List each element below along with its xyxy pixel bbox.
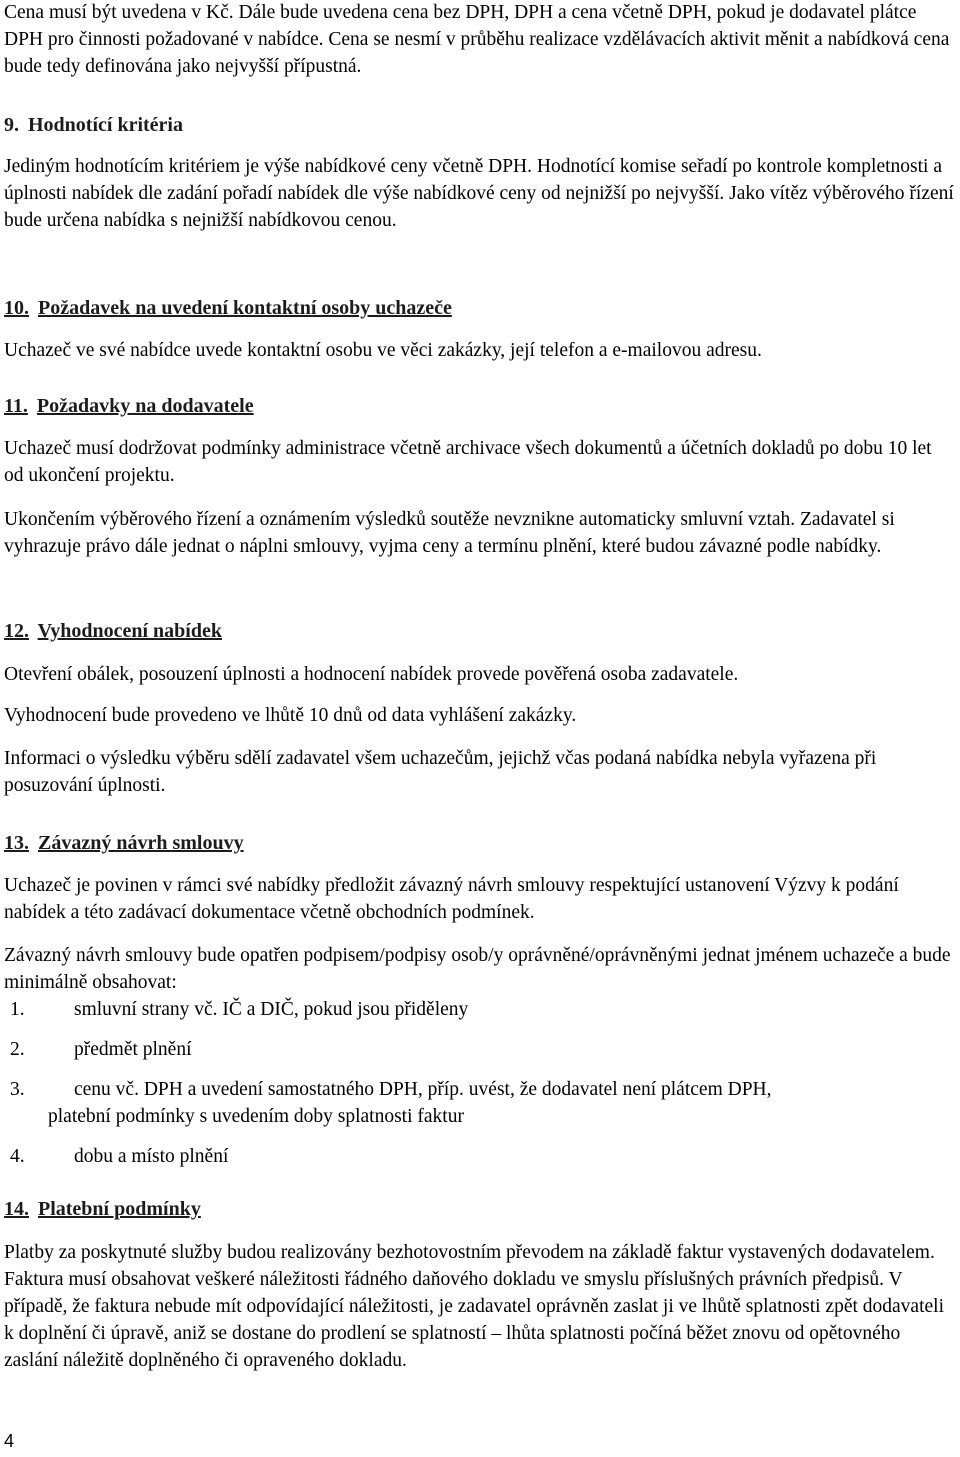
section-11-number: 11. [4, 395, 28, 417]
page-number: 4 [4, 1431, 15, 1451]
section-10-paragraph: Uchazeč ve své nabídce uvede kontaktní osobu ve věci zakázky, její telefon a e-mailovou adresu. [4, 340, 762, 361]
section-10-number: 10. [4, 297, 29, 319]
section-11-paragraph-1: Uchazeč musí dodržovat podmínky administrace včetně archivace všech dokumentů a účetních dokladů po dobu 10 let od ukončení projektu. [4, 438, 932, 486]
section-12-number: 12. [4, 620, 29, 642]
list-item-number: 1. [10, 999, 25, 1020]
intro-paragraph: Cena musí být uvedena v Kč. Dále bude uvedena cena bez DPH, DPH a cena včetně DPH, pokud je dodavatel plátce DPH pro činnosti požadované v nabídce. Cena se nesmí v průběhu realizace vzdělávacích aktivit měnit a nabídková cena bude tedy definována jako nejvyšší přípustná. [4, 2, 950, 77]
section-14-title: Platební podmínky [38, 1198, 201, 1220]
section-13-number: 13. [4, 832, 29, 854]
section-13-heading [4, 830, 244, 857]
section-9-number: 9. [4, 114, 19, 136]
section-10-heading [4, 295, 452, 322]
section-11-paragraph-2: Ukončením výběrového řízení a oznámením výsledků soutěže nevznikne automaticky smluvní vztah. Zadavatel si vyhrazuje právo dále jednat o náplni smlouvy, vyjma ceny a termínu plnění, které budou závazné podle nabídky. [4, 509, 895, 557]
list-item-text: předmět plnění [74, 1039, 192, 1060]
section-14-heading [4, 1196, 201, 1223]
section-13-title: Závazný návrh smlouvy [38, 832, 244, 854]
list-item [4, 1036, 956, 1063]
section-9-title: Hodnotící kritéria [28, 114, 183, 136]
section-12-paragraph-1: Otevření obálek, posouzení úplnosti a hodnocení nabídek provede pověřená osoba zadavatele. [4, 664, 739, 685]
list-item-text: dobu a místo plnění [74, 1146, 229, 1167]
section-12-paragraph-2: Vyhodnocení bude provedeno ve lhůtě 10 dnů od data vyhlášení zakázky. [4, 705, 577, 726]
list-item-text: smluvní strany vč. IČ a DIČ, pokud jsou přiděleny [74, 999, 469, 1020]
section-12-heading [4, 618, 222, 645]
section-14-number: 14. [4, 1198, 29, 1220]
list-item-text-continued: platební podmínky s uvedením doby splatnosti faktur [48, 1106, 464, 1127]
section-9-paragraph: Jediným hodnotícím kritériem je výše nabídkové ceny včetně DPH. Hodnotící komise seřadí po kontrole kompletnosti a úplnosti nabídek dle zadání pořadí nabídek dle výše nabídkové ceny od nejnižší po nejvyšší. Jako vítěz výběrového řízení bude určena nabídka s nejnižší nabídkovou cenou. [4, 156, 954, 231]
section-11-title: Požadavky na dodavatele [36, 395, 254, 417]
section-14-paragraph: Platby za poskytnuté služby budou realizovány bezhotovostním převodem na základě faktur vystavených dodavatelem. Faktura musí obsahovat veškeré náležitosti řádného daňového dokladu ve smyslu příslušných právních předpisů. V případě, že faktura nebude mít odpovídající náležitosti, je zadavatel oprávněn zaslat ji ve lhůtě splatnosti zpět dodavateli k doplnění či úpravě, aniž se dostane do prodlení se splatností – lhůta splatnosti počíná běžet znovu od opětovného zaslání náležitě doplněného či opraveného dokladu. [4, 1242, 944, 1371]
list-item-number: 4. [10, 1146, 25, 1167]
list-item [4, 1076, 956, 1130]
section-11-heading [4, 393, 254, 420]
section-13-paragraph-1: Uchazeč je povinen v rámci své nabídky předložit závazný návrh smlouvy respektující ustanovení Výzvy k podání nabídek a této zadávací dokumentace včetně obchodních podmínek. [4, 875, 899, 923]
list-item-text: cenu vč. DPH a uvedení samostatného DPH, příp. uvést, že dodavatel není plátcem DPH, [74, 1079, 772, 1100]
section-9-heading [4, 112, 183, 139]
section-12-title: Vyhodnocení nabídek [37, 620, 222, 642]
section-12-paragraph-3: Informaci o výsledku výběru sdělí zadavatel všem uchazečům, jejichž včas podaná nabídka nebyla vyřazena při posuzování úplnosti. [4, 748, 877, 796]
section-10-title: Požadavek na uvedení kontaktní osoby uchazeče [38, 297, 452, 319]
list-item [4, 1143, 956, 1170]
list-item-number: 3. [10, 1079, 25, 1100]
section-13-paragraph-2: Závazný návrh smlouvy bude opatřen podpisem/podpisy osob/y oprávněné/oprávněnými jednat jménem uchazeče a bude minimálně obsahovat: [4, 945, 951, 993]
contract-requirements-list [4, 996, 956, 1170]
list-item [4, 996, 956, 1023]
list-item-number: 2. [10, 1039, 25, 1060]
